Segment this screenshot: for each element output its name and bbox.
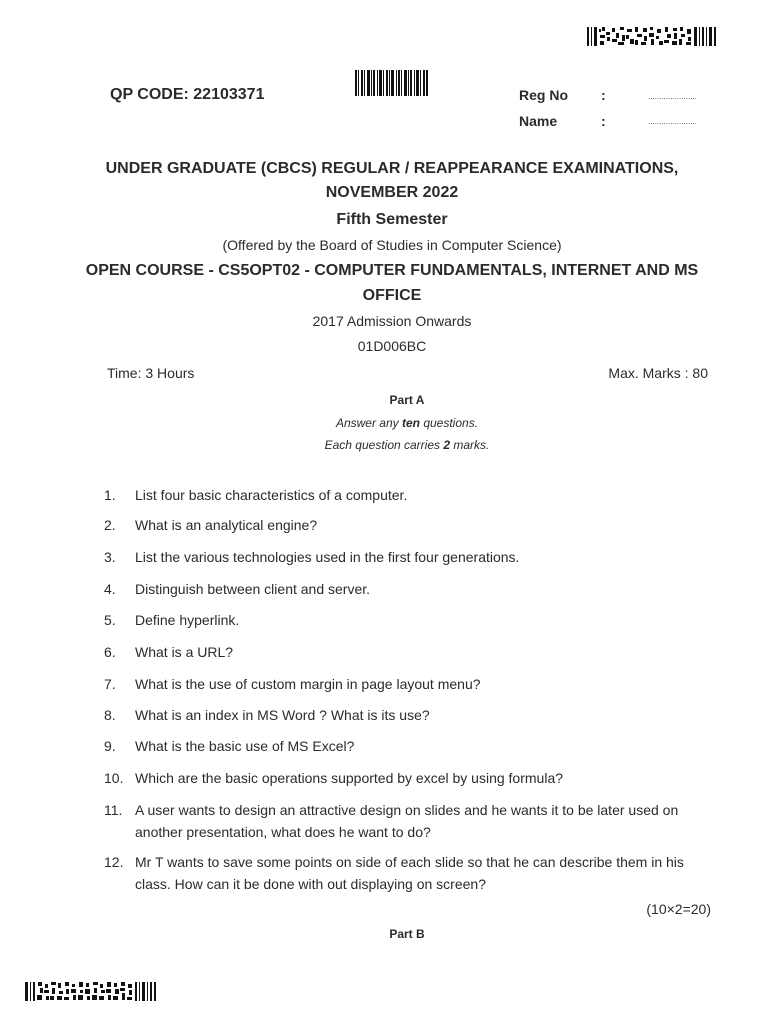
time-label: Time: 3 Hours (107, 365, 195, 381)
question-number: 10. (104, 770, 124, 786)
course-title-line2: OFFICE (362, 287, 422, 304)
question-number: 5. (104, 612, 116, 628)
question-text: What is a URL? (135, 644, 234, 660)
exam-title-line1: UNDER GRADUATE (CBCS) REGULAR / REAPPEARANCE EXAMINATIONS, (105, 160, 679, 177)
part-a-instruction-1: Answer any ten questions. (335, 416, 479, 430)
question-text: List four basic characteristics of a computer. (135, 487, 408, 503)
question-text: Define hyperlink. (135, 612, 240, 628)
part-b-title: Part B (389, 927, 425, 941)
exam-code: 01D006BC (357, 338, 427, 354)
offered-by: (Offered by the Board of Studies in Computer Science) (222, 237, 562, 253)
question-text: What is an index in MS Word ? What is its use? (135, 707, 430, 723)
question-number: 1. (104, 487, 116, 503)
reg-no-label: Reg No (519, 87, 568, 103)
exam-title-line2: NOVEMBER 2022 (325, 184, 459, 201)
reg-no-colon: : (601, 87, 606, 103)
question-number: 11. (104, 802, 123, 818)
part-a-score: (10×2=20) (646, 901, 711, 917)
barcode-bottom-left (25, 982, 156, 1001)
name-label: Name (519, 113, 558, 129)
question-number: 3. (104, 549, 116, 565)
barcode-center (355, 70, 428, 96)
question-number: 12. (104, 854, 124, 870)
question-text: Which are the basic operations supported by excel by using formula? (135, 770, 564, 786)
barcode-top-right (587, 27, 717, 46)
name-blank: ...................... (648, 117, 697, 126)
question-text: What is the use of custom margin in page layout menu? (135, 676, 481, 692)
question-text: Distinguish between client and server. (135, 581, 371, 597)
max-marks-label: Max. Marks : 80 (608, 365, 708, 381)
question-text: What is the basic use of MS Excel? (135, 738, 355, 754)
semester: Fifth Semester (336, 211, 448, 228)
part-a-instruction-2: Each question carries 2 marks. (324, 438, 490, 452)
name-colon: : (601, 113, 606, 129)
question-text: List the various technologies used in the first four generations. (135, 549, 520, 565)
question-number: 9. (104, 738, 116, 754)
question-text: What is an analytical engine? (135, 517, 318, 533)
admission: 2017 Admission Onwards (312, 313, 472, 329)
reg-no-blank: ...................... (648, 92, 697, 101)
question-text: A user wants to design an attractive design on slides and he wants it to be later used on another presentation, what does he want to do? (135, 802, 679, 840)
question-number: 7. (104, 676, 116, 692)
question-number: 4. (104, 581, 116, 597)
question-number: 2. (104, 517, 116, 533)
qp-code: QP CODE: 22103371 (110, 86, 265, 103)
course-title-line1: OPEN COURSE - CS5OPT02 - COMPUTER FUNDAMENTALS, INTERNET AND MS (85, 262, 699, 279)
question-number: 6. (104, 644, 116, 660)
question-text: Mr T wants to save some points on side of each slide so that he can describe them in his class. How can it be done with out displaying on screen? (135, 854, 684, 892)
part-a-title: Part A (389, 393, 425, 407)
question-number: 8. (104, 707, 116, 723)
